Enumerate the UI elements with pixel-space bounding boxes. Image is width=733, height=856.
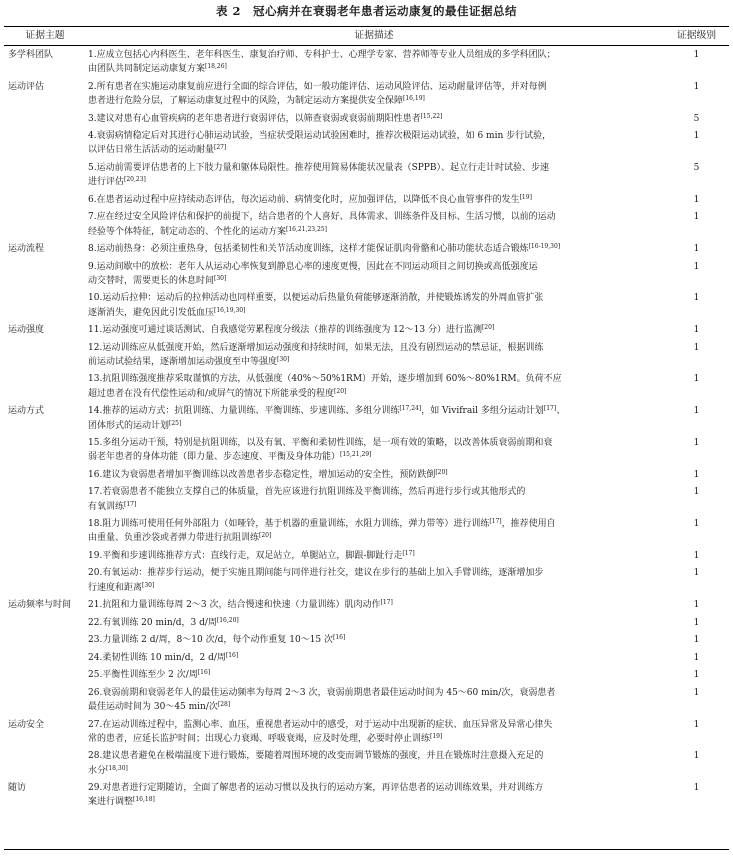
citation-ref: [16,19,30]: [214, 306, 246, 314]
description-text: 21.抗阻和力量训练每周 2～3 次，结合慢速和快速（力量训练）肌肉动作: [88, 600, 381, 611]
description-text: 患者进行危险分层，了解运动康复过程中的风险，为制定运动方案提供安全保障: [88, 96, 404, 107]
description-text: 动交替时，需要更长的休息时间: [88, 275, 215, 286]
citation-ref: [16-19,30]: [528, 243, 561, 250]
description-text: 12.运动训练应从低强度开始，然后逐渐增加运动强度和持续时间，如果无法，且没有剧烈运动的禁忌证，根据训练: [88, 342, 544, 353]
row-description-line: [88, 242, 660, 256]
row-evidence-level: 1: [693, 751, 700, 762]
row-evidence-level: 1: [693, 81, 700, 92]
description-text: 由团队共同制定运动康复方案: [88, 64, 206, 75]
description-text: ，如 Vivifrail 多组分运动计划: [421, 406, 544, 417]
citation-ref: [17,24]: [399, 405, 422, 413]
description-text: ，推荐使用自: [501, 519, 556, 530]
table-caption: [0, 3, 733, 19]
description-text: 25.平衡性训练至少 2 次/周: [88, 670, 198, 681]
row-evidence-level: 1: [693, 635, 700, 646]
description-text: 团体形式的运动计划: [88, 420, 170, 431]
row-evidence-level: 1: [693, 670, 700, 681]
row-description-line: [88, 485, 660, 499]
description-text: 逐渐消失，避免因此引发低血压: [88, 307, 215, 318]
row-description-line: [88, 143, 660, 157]
row-description-line: [88, 306, 660, 320]
row-description-line: [88, 175, 660, 189]
description-text: 经验等个体特征，制定动态的、个性化的运动方案: [88, 226, 287, 237]
row-evidence-level: 5: [693, 113, 700, 124]
row-description-line: [88, 274, 660, 288]
row-topic: 运动流程: [8, 244, 45, 254]
citation-ref: [16,18]: [133, 796, 155, 804]
citation-ref: [30]: [142, 581, 155, 589]
description-text: 前运动试验结果，逐渐增加运动强度至中等强度: [88, 356, 278, 367]
row-description-line: [88, 341, 660, 355]
citation-ref: [16]: [225, 651, 239, 659]
row-evidence-level: 1: [693, 406, 700, 417]
description-text: 19.平衡和步速训练推荐方式：直线行走，双足站立，单腿站立，脚跟-脚趾行走: [88, 550, 403, 561]
description-text: 9.运动间歇中的放松：老年人从运动心率恢复到静息心率的速度更慢，因此在不同运动项目之间切换或高低强度运: [88, 261, 538, 272]
citation-ref: [20,23]: [124, 176, 146, 184]
description-text: 16.建议为衰弱患者增加平衡训练以改善患者步态稳定性，增加运动的安全性，预防跌倒: [88, 469, 436, 480]
row-evidence-level: 1: [693, 652, 700, 663]
description-text: 15.多组分运动干预，特别是抗阻训练，以及有氧、平衡和柔韧性训练，是一项有效的策略，以改善体质衰弱前期和衰: [88, 438, 553, 448]
description-text: 4.衰弱病情稳定后对其进行心肺运动试验，当症状受限运动试验困难时，推荐次极限运动试验，如 6 min 步行试验，: [88, 131, 552, 142]
row-description-line: [88, 225, 660, 239]
row-description-line: [88, 500, 660, 514]
row-evidence-level: 1: [693, 519, 700, 530]
row-description-line: [88, 436, 660, 450]
description-text: 20.有氧运动：推荐步行运动，便于实施且期间能与同伴进行社交，建议在步行的基础上加入手臂训练，逐渐增加步: [88, 568, 544, 579]
description-text: 3.建议对患有心血管疾病的老年患者进行衰弱评估，以筛查衰弱或衰弱前期阳性患者: [88, 113, 421, 124]
row-description-line: [88, 566, 660, 580]
citation-ref: [16,20]: [216, 616, 239, 624]
row-evidence-level: 1: [693, 212, 700, 223]
row-description-line: [88, 651, 660, 665]
row-evidence-level: 1: [693, 342, 700, 353]
row-description-line: [88, 581, 660, 595]
row-evidence-level: 1: [693, 469, 700, 480]
row-description-line: [88, 404, 660, 418]
description-text: 以评估日常生活活动的运动耐量: [88, 145, 215, 156]
row-description-line: [88, 260, 660, 274]
citation-ref: [17]: [380, 599, 393, 607]
row-evidence-level: 5: [693, 162, 700, 173]
table-caption-title: 冠心病并在衰弱老年患者运动康复的最佳证据总结: [253, 4, 517, 18]
citation-ref: [18,30]: [106, 764, 128, 772]
citation-ref: [19]: [519, 193, 532, 201]
table-caption-number: 表 2: [215, 4, 241, 18]
citation-ref: [15,21,29]: [340, 451, 372, 459]
table-header-rule: [4, 45, 729, 46]
description-text: 5.运动前需要评估患者的上下肢力量和躯体局限性。推荐使用简易体能状况量表（SPPB）、起立行走计时试验、步速: [88, 162, 549, 173]
citation-ref: [16,21,23,25]: [286, 225, 327, 233]
row-description-line: [88, 598, 660, 612]
row-description-line: [88, 450, 660, 464]
row-evidence-level: 1: [693, 550, 700, 561]
row-evidence-level: 1: [693, 783, 700, 794]
description-text: 23.力量训练 2 d/周，8～10 次/d，每个动作重复 10～15 次: [88, 635, 334, 646]
row-description-line: [88, 700, 660, 714]
row-topic: 运动评估: [8, 81, 45, 92]
description-text: 28.建议患者避免在极端温度下进行锻炼，要随着周围环境的改变而调节锻炼的强度，并且在锻炼时注意摄入充足的: [88, 751, 544, 762]
row-description-line: [88, 62, 660, 76]
row-description-line: [88, 419, 660, 433]
row-description-line: [88, 193, 660, 207]
row-description-line: [88, 112, 660, 126]
citation-ref: [20]: [259, 532, 272, 540]
description-text: 进行评估: [88, 177, 125, 188]
row-description-line: [88, 549, 660, 563]
citation-ref: [15,22]: [420, 112, 443, 120]
description-text: 13.抗阻训练强度推荐采取谨慎的方法，从低强度（40%～50%1RM）开始，逐步增加到 60%～80%1RM。负荷不应: [88, 374, 562, 385]
row-topic: 运动方式: [8, 406, 45, 417]
description-text: 7.应在经过安全风险评估和保护的前提下，结合患者的个人喜好、具体需求、训练条件及目标、生活习惯，以前的运动: [88, 212, 556, 223]
description-text: 常的患者，应延长监护时间；出现心力衰竭、呼吸衰竭，应及时处理，必要时停止训练: [88, 733, 431, 744]
description-text: 24.柔韧性训练 10 min/d，2 d/周: [88, 652, 226, 663]
description-text: 弱老年患者的身体功能（即力量、步态速度、平衡及身体功能）: [88, 452, 341, 463]
row-description-line: [88, 210, 660, 224]
row-description-line: [88, 129, 660, 143]
description-text: 行速度和距离: [88, 582, 143, 593]
description-text: 案进行调整: [88, 797, 134, 808]
description-text: 29.对患者进行定期随访，全面了解患者的运动习惯以及执行的运动方案，再评估患者的运动训练效果，并对训练方: [88, 783, 544, 794]
citation-ref: [28]: [217, 701, 231, 708]
description-text: 最佳运动时间为 30～45 min/次: [88, 702, 218, 712]
row-topic: 运动频率与时间: [8, 600, 72, 611]
row-evidence-level: 1: [693, 131, 700, 142]
row-description-line: [88, 633, 660, 647]
row-description-line: [88, 616, 660, 630]
citation-ref: [18,26]: [205, 63, 227, 71]
citation-ref: [20]: [334, 387, 347, 395]
row-evidence-level: 1: [693, 487, 700, 498]
citation-ref: [16]: [333, 634, 346, 642]
row-evidence-level: 1: [693, 374, 700, 385]
description-text: 有氧训练: [88, 501, 125, 512]
citation-ref: [17]: [489, 518, 502, 526]
row-description-line: [88, 686, 660, 700]
row-description-line: [88, 531, 660, 545]
description-text: 11.运动强度可通过谈话测试、自我感觉劳累程度分级法（推荐的训练强度为 12～13 分）进行监测: [88, 325, 482, 336]
description-text: 1.应成立包括心内科医生、老年科医生、康复治疗师、专科护士、心理学专家、营养师等专业人员组成的多学科团队；: [88, 50, 556, 60]
description-text: 超过患者在没有代偿性运动和/或屏气的情况下所能承受的程度: [88, 388, 335, 399]
citation-ref: [19]: [430, 732, 443, 740]
header-description: 证据描述: [354, 30, 394, 41]
row-topic: 多学科团队: [8, 50, 54, 60]
citation-ref: [17]: [124, 500, 137, 508]
row-evidence-level: 1: [693, 600, 700, 611]
header-topic: 证据主题: [25, 30, 65, 41]
row-description-line: [88, 387, 660, 401]
row-evidence-level: 1: [693, 617, 700, 628]
description-text: 22.有氧训练 20 min/d，3 d/周: [88, 617, 217, 628]
description-text: 水分: [88, 765, 107, 776]
description-text: 18.阻力训练可使用任何外部阻力（如哑铃，基于机器的重量训练，水阻力训练，弹力带等）进行训练: [88, 519, 490, 530]
row-description-line: [88, 355, 660, 369]
row-evidence-level: 1: [693, 50, 700, 60]
description-text: 6.在患者运动过程中应持续动态评估，每次运动前、病情变化时，应加强评估，以降低不良心血管事件的发生: [88, 194, 520, 205]
description-text: 26.衰弱前期和衰弱老年人的最佳运动频率为每周 2～3 次，衰弱前期患者最佳运动时间为 45～60 min/次，衰弱患者: [88, 687, 556, 698]
citation-ref: [16]: [197, 669, 211, 677]
citation-ref: [20]: [435, 468, 448, 476]
row-description-line: [88, 795, 660, 809]
row-topic: 运动安全: [8, 719, 45, 730]
citation-ref: [30]: [277, 355, 290, 363]
row-evidence-level: 1: [693, 325, 700, 336]
row-evidence-level: 1: [693, 244, 700, 254]
description-text: 27.在运动训练过程中，监测心率、血压，重视患者运动中的感受，对于运动中出现新的症状、血压异常及异常心律失: [88, 719, 553, 730]
row-description-line: [88, 323, 660, 337]
description-text: 14.推荐的运动方式：抗阻训练、力量训练、平衡训练、步速训练、多组分训练: [88, 406, 400, 417]
citation-ref: [30]: [214, 274, 227, 282]
citation-ref: [25]: [169, 419, 182, 427]
row-description-line: [88, 517, 660, 531]
citation-ref: [20]: [481, 324, 495, 332]
description-text: 10.运动后拉伸：运动后的拉伸活动也同样重要，以便运动后热量负荷能够逐渐消散，并使锻炼诱发的外周血管扩张: [88, 293, 544, 304]
table-bottom-rule: [4, 849, 729, 850]
row-evidence-level: 1: [693, 261, 700, 272]
citation-ref: [17]: [402, 549, 415, 557]
description-text: 8.运动前热身：必须注重热身，包括柔韧性和关节活动度训练，这样才能保证肌肉骨骼和心肺功能状态适合锻炼: [88, 244, 529, 254]
row-description-line: [88, 161, 660, 175]
row-description-line: [88, 749, 660, 763]
description-text: 17.若衰弱患者不能独立支撑自己的体质量，首先应该进行抗阻训练及平衡训练，然后再进行步行或其他形式的: [88, 487, 526, 498]
row-description-line: [88, 372, 660, 386]
row-description-line: [88, 668, 660, 682]
row-description-line: [88, 291, 660, 305]
row-topic: 运动强度: [8, 325, 45, 336]
row-description-line: [88, 732, 660, 746]
row-description-line: [88, 764, 660, 778]
row-description-line: [88, 468, 660, 482]
row-description-line: [88, 94, 660, 108]
row-description-line: [88, 718, 660, 732]
description-text: 、: [556, 406, 566, 417]
row-evidence-level: 1: [693, 293, 700, 304]
row-evidence-level: 1: [693, 438, 700, 448]
citation-ref: [16,19]: [403, 95, 425, 103]
citation-ref: [17]: [543, 405, 557, 413]
row-description-line: [88, 781, 660, 795]
row-evidence-level: 1: [693, 194, 700, 205]
citation-ref: [27]: [214, 144, 227, 152]
description-text: 2.所有患者在实施运动康复前应进行全面的综合评估，如一般功能评估、运动风险评估、运动耐量评估等，并对每例: [88, 81, 547, 92]
row-description-line: [88, 80, 660, 94]
row-evidence-level: 1: [693, 687, 700, 698]
row-topic: 随访: [8, 783, 27, 794]
description-text: 由重量、负重沙袋或者弹力带进行抗阻训练: [88, 533, 260, 544]
row-evidence-level: 1: [693, 719, 700, 730]
row-description-line: [88, 48, 660, 62]
row-evidence-level: 1: [693, 568, 700, 579]
header-level: 证据级别: [676, 30, 717, 41]
